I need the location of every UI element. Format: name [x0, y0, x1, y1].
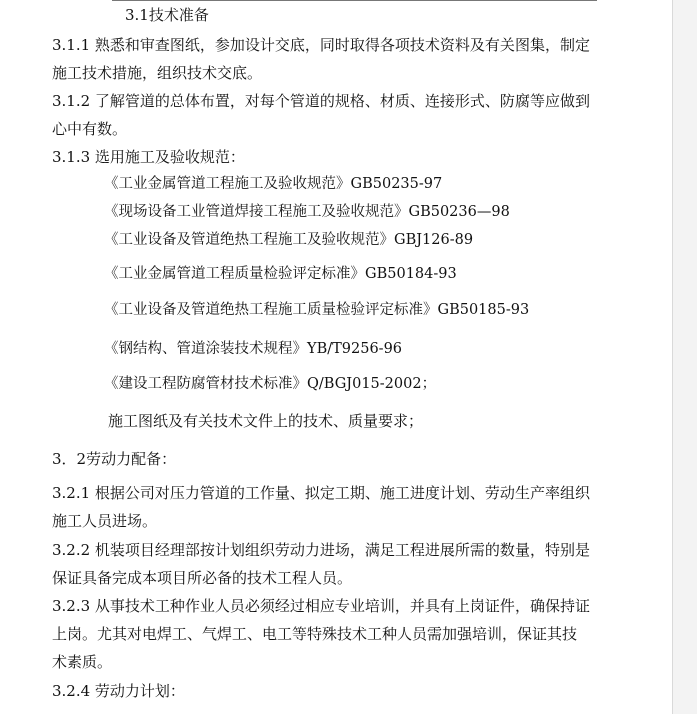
item-3-2-2-line-1: 3.2.2 机装项目经理部按计划组织劳动力进场，满足工程进展所需的数量，特别是: [52, 541, 590, 559]
section-title: 3.1技术准备: [125, 6, 209, 24]
standard-item: 《工业金属管道工程质量检验评定标准》GB50184-93: [104, 266, 457, 282]
standard-item: 《工业设备及管道绝热工程施工质量检验评定标准》GB50185-93: [104, 302, 530, 318]
standard-item: 《工业金属管道工程施工及验收规范》GB50235-97: [104, 176, 443, 192]
header-rule: [112, 0, 597, 1]
item-3-1-2-line-1: 3.1.2 了解管道的总体布置，对每个管道的规格、材质、连接形式、防腐等应做到: [52, 92, 590, 110]
standard-item: 《建设工程防腐管材技术标准》Q/BGJ015-2002；: [104, 376, 437, 392]
item-3-2-3-line-1: 3.2.3 从事技术工种作业人员必须经过相应专业培训，并具有上岗证件，确保持证: [52, 597, 590, 615]
item-3-2-4: 3.2.4 劳动力计划：: [52, 682, 185, 700]
item-3-2-2-line-2: 保证具备完成本项目所必备的技术工程人员。: [52, 569, 353, 587]
item-3-2-1-line-2: 施工人员进场。: [52, 512, 158, 530]
item-3-2-3-line-2: 上岗。尤其对电焊工、气焊工、电工等特殊技术工种人员需加强培训，保证其技: [52, 625, 578, 643]
standard-item: 《钢结构、管道涂装技术规程》YB/T9256-96: [104, 341, 403, 357]
section-3-2-heading: 3．2劳动力配备：: [52, 450, 177, 468]
standard-item: 《现场设备工业管道焊接工程施工及验收规范》GB50236—98: [104, 204, 510, 220]
drawing-requirements: 施工图纸及有关技术文件上的技术、质量要求；: [108, 412, 424, 430]
item-3-2-1-line-1: 3.2.1 根据公司对压力管道的工作量、拟定工期、施工进度计划、劳动生产率组织: [52, 484, 590, 502]
item-3-1-1-line-2: 施工技术措施，组织技术交底。: [52, 64, 263, 82]
item-3-1-3: 3.1.3 选用施工及验收规范：: [52, 148, 245, 166]
item-3-2-3-line-3: 术素质。: [52, 653, 113, 671]
item-3-1-1-line-1: 3.1.1 熟悉和审查图纸，参加设计交底，同时取得各项技术资料及有关图集，制定: [52, 36, 590, 54]
standard-item: 《工业设备及管道绝热工程施工及验收规范》GBJ126-89: [104, 232, 474, 248]
item-3-1-2-line-2: 心中有数。: [52, 120, 128, 138]
